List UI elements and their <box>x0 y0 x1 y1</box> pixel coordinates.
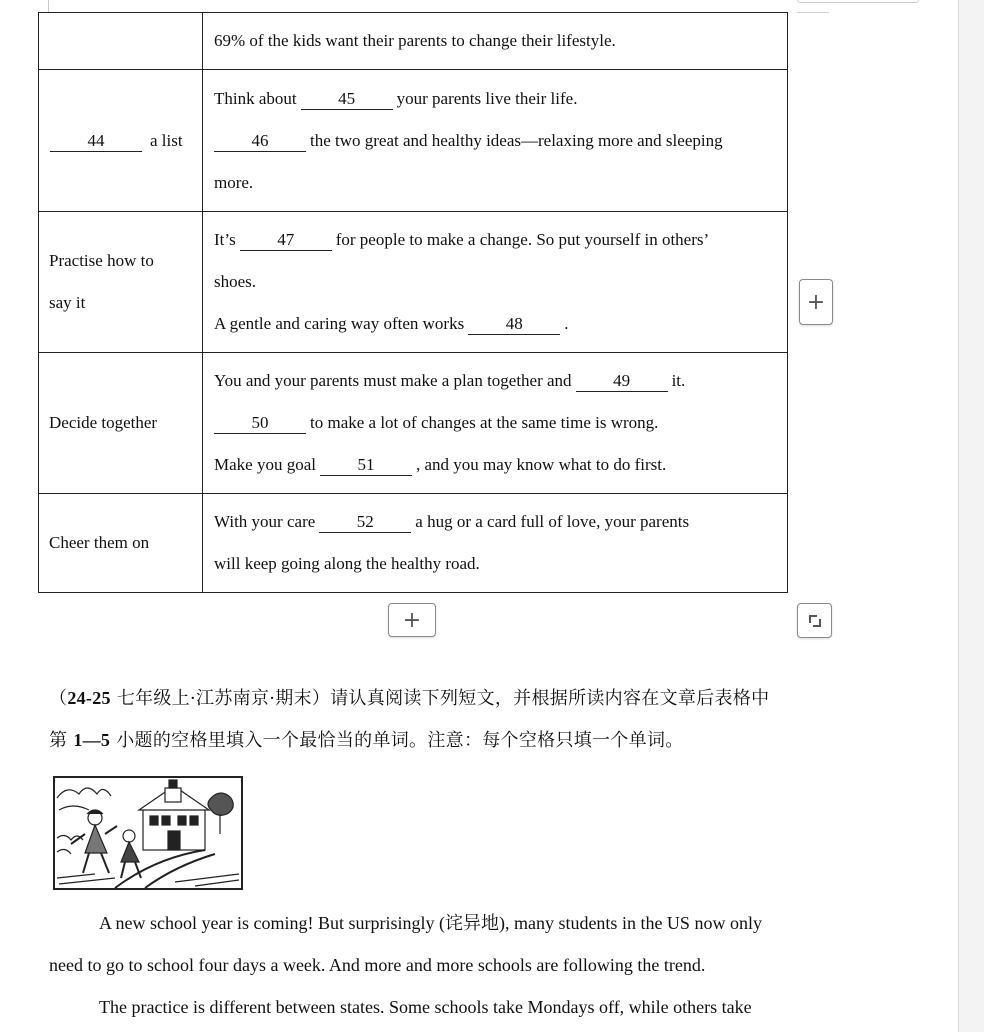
table-row <box>39 212 788 353</box>
answer-blank-46: 46 <box>214 131 306 152</box>
row-heading-text: Practise how to <box>49 251 154 270</box>
content-text: it. <box>671 371 686 390</box>
top-margin-mark-right <box>797 12 829 13</box>
content-line <box>214 162 777 204</box>
answer-blank-47: 47 <box>240 230 332 251</box>
answer-blank-48: 48 <box>468 314 560 335</box>
row-heading-cell[interactable] <box>39 494 203 593</box>
content-text: a hug or a card full of love, your parents <box>415 512 690 531</box>
plus-icon: + <box>402 607 422 633</box>
content-text: will keep going along the healthy road. <box>214 554 480 573</box>
page-top-margin-mark <box>48 0 49 12</box>
content-text: for people to make a change. So put yourself in others’ <box>335 230 710 249</box>
top-toolbar-edge <box>797 0 919 3</box>
content-text: You and your parents must make a plan together and <box>214 371 572 390</box>
row-content-cell[interactable] <box>203 494 788 593</box>
row-heading-cell[interactable] <box>39 353 203 494</box>
row-content-cell[interactable] <box>203 212 788 353</box>
answer-blank-52: 52 <box>319 512 411 533</box>
content-text: It’s <box>214 230 236 249</box>
reading-task-table <box>38 12 788 593</box>
answer-blank-50: 50 <box>214 413 306 434</box>
content-text: shoes. <box>214 272 257 291</box>
row-content-cell[interactable] <box>203 13 788 70</box>
passage-illustration <box>53 776 243 890</box>
answer-blank-49: 49 <box>576 371 668 392</box>
content-line <box>214 78 777 120</box>
table-row <box>39 353 788 494</box>
row-heading-cell[interactable] <box>39 13 203 70</box>
row-heading-text: a list <box>150 130 183 150</box>
page-edge <box>958 0 959 1032</box>
content-text: your parents live their life. <box>396 88 578 108</box>
content-line <box>214 543 777 585</box>
content-line <box>214 261 777 303</box>
add-column-button[interactable] <box>388 603 436 637</box>
instruction-line-1: （24-25 七年级上·江苏南京·期末）请认真阅读下列短文，并根据所读内容在文章后表格中 <box>49 688 770 709</box>
content-text: the two great and healthy ideas—relaxing more and sleeping <box>310 130 723 150</box>
passage-paragraph-1-line-2: need to go to school four days a week. And more and more schools are following the trend. <box>49 955 706 975</box>
question-range: 1—5 <box>73 730 111 750</box>
answer-blank-45: 45 <box>301 89 393 110</box>
row-heading-text: Cheer them on <box>49 533 150 552</box>
content-text: A gentle and caring way often works <box>214 314 465 333</box>
table-row <box>39 494 788 593</box>
resize-icon <box>809 615 821 627</box>
content-text: more. <box>214 172 254 192</box>
content-text: 69% of the kids want their parents to change their lifestyle. <box>214 31 616 50</box>
instruction-line-2: 第 1—5 小题的空格里填入一个最恰当的单词。注意：每个空格只填一个单词。 <box>49 730 684 751</box>
row-heading-text: say it <box>49 293 86 312</box>
content-line <box>214 402 777 444</box>
content-text: With your care <box>214 512 316 531</box>
content-text: to make a lot of changes at the same time is wrong. <box>310 413 659 432</box>
passage-paragraph-2-line-1: The practice is different between states. Some schools take Mondays off, while others take <box>99 997 752 1017</box>
content-line <box>214 20 777 62</box>
row-heading-cell[interactable] <box>39 70 203 212</box>
content-line <box>214 303 777 345</box>
answer-blank-51: 51 <box>320 455 412 476</box>
content-text: . <box>564 314 569 333</box>
content-text: Make you goal <box>214 455 316 474</box>
source-year: 24-25 <box>67 688 111 708</box>
content-text: , and you may know what to do first. <box>415 455 667 474</box>
add-row-button[interactable] <box>799 279 833 325</box>
plus-icon: + <box>806 289 826 315</box>
table-row <box>39 13 788 70</box>
row-heading-cell[interactable] <box>39 212 203 353</box>
table-resize-handle[interactable] <box>797 603 832 638</box>
content-line <box>214 501 777 543</box>
content-line <box>214 120 777 162</box>
passage-paragraph-1-line-1: A new school year is coming! But surprisingly (诧异地), many students in the US now only <box>99 913 762 933</box>
content-line <box>214 360 777 402</box>
content-line <box>214 219 777 261</box>
content-line <box>214 444 777 486</box>
answer-blank-44: 44 <box>50 131 142 152</box>
table-row <box>39 70 788 212</box>
row-content-cell[interactable] <box>203 70 788 212</box>
content-text: Think about <box>214 88 297 108</box>
row-heading-text: Decide together <box>49 413 158 432</box>
row-content-cell[interactable] <box>203 353 788 494</box>
